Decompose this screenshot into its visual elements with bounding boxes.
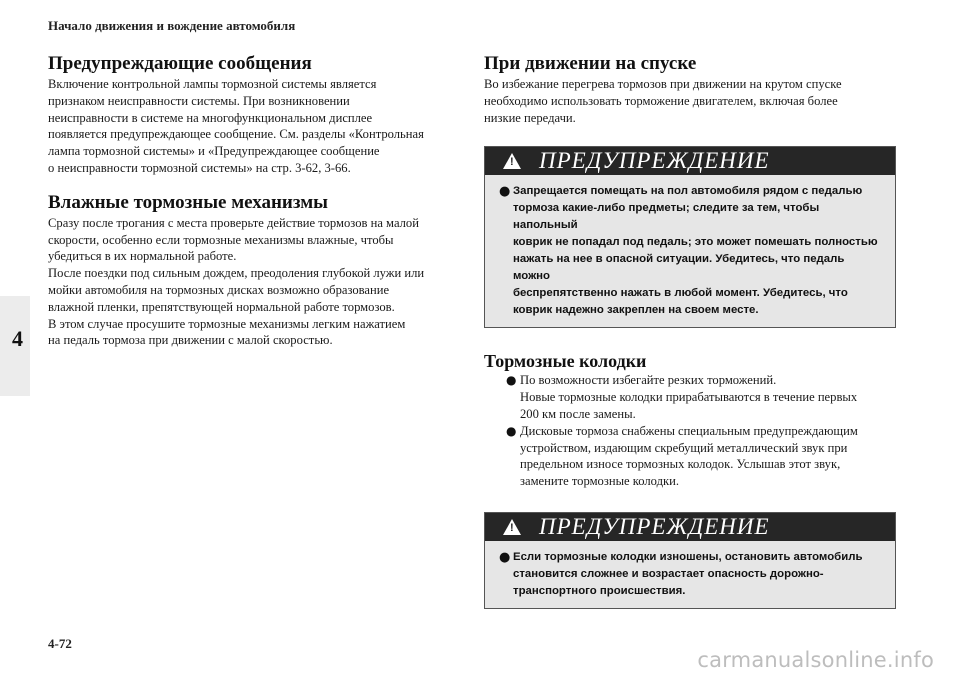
text-line: о неисправности тормозной системы» на стр. 3-62, 3-66. <box>48 160 351 175</box>
warning-header <box>485 147 895 175</box>
text-line: тормоза какие-либо предметы; следите за тем, чтобы напольный <box>513 202 820 232</box>
warning-item <box>499 549 883 600</box>
text-line: предельном износе тормозных колодок. Услышав этот звук, <box>520 457 841 472</box>
chapter-tab <box>0 296 30 396</box>
text-line: на педаль тормоза при движении с малой скоростью. <box>48 333 333 348</box>
text-line: беспрепятственно нажать в любой момент. Убедитесь, что <box>513 287 848 300</box>
text-line: Новые тормозные колодки прирабатываются в течение первых <box>520 390 858 405</box>
list-item <box>484 372 896 422</box>
text-line: становится сложнее и возрастает опасность дорожно- <box>513 567 824 580</box>
section-heading-downhill: При движении на спуске <box>484 53 697 74</box>
text-line: Сразу после трогания с места проверьте действие тормозов на малой <box>48 215 419 230</box>
text-line: После поездки под сильным дождем, преодоления глубокой лужи или <box>48 266 425 281</box>
watermark: carmanualsonline.info <box>697 648 934 672</box>
running-header: Начало движения и вождение автомобиля <box>48 18 296 33</box>
text-line: Если тормозные колодки изношены, остановить автомобиль <box>513 550 863 563</box>
warning-title: ПРЕДУПРЕЖДЕНИЕ <box>539 148 770 174</box>
right-column <box>484 52 896 609</box>
bullet-icon: ● <box>499 549 511 565</box>
warning-text <box>513 183 883 319</box>
text-line: В этом случае просушите тормозные механизмы легким нажатием <box>48 316 406 331</box>
text-line: влажной пленки, препятствующей нормальной работе тормозов. <box>48 299 395 314</box>
text-line: нажать на нее в опасной ситуации. Убедитесь, что педаль можно <box>513 253 845 283</box>
text-line: мойки автомобиля на тормозных дисках возможно образование <box>48 282 390 297</box>
text-line: По возможности избегайте резких торможений. <box>520 373 777 388</box>
warning-triangle-icon <box>503 153 521 169</box>
text-line: неисправности в системе на многофункциональном дисплее <box>48 110 373 125</box>
text-line: признаком неисправности системы. При возникновении <box>48 93 350 108</box>
warning-body <box>485 175 895 327</box>
text-line: коврик надежно закреплен на своем месте. <box>513 304 759 317</box>
warning-triangle-icon <box>503 519 521 535</box>
paragraph-warning-messages <box>48 76 463 177</box>
chapter-number: 4 <box>12 326 23 351</box>
warning-text <box>513 549 862 600</box>
bullet-icon: ● <box>499 184 511 200</box>
text-line: скорости, особенно если тормозные механизмы влажные, чтобы <box>48 232 394 247</box>
text-line: Во избежание перегрева тормозов при движении на крутом спуске <box>484 77 842 91</box>
text-line: транспортного происшествия. <box>513 584 686 597</box>
section-heading-wet-brakes: Влажные тормозные механизмы <box>48 191 329 213</box>
list-item <box>484 423 896 490</box>
text-line: появляется предупреждающее сообщение. См. разделы «Контрольная <box>48 127 424 142</box>
warning-body <box>485 541 895 608</box>
text-line: коврик не попадал под педаль; это может помешать полностью <box>513 236 878 249</box>
text-line: Запрещается помещать на пол автомобиля рядом с педалью <box>513 185 863 198</box>
bullet-icon: ● <box>506 423 517 438</box>
text-line: низкие передачи. <box>484 110 576 125</box>
text-line: Дисковые тормоза снабжены специальным предупреждающим <box>520 423 858 438</box>
list-item-text <box>520 423 858 490</box>
warning-header <box>485 513 895 541</box>
section-heading-warning-messages: Предупреждающие сообщения <box>48 53 312 74</box>
warning-title: ПРЕДУПРЕЖДЕНИЕ <box>539 513 770 539</box>
list-item-text <box>520 372 857 422</box>
text-line: убедиться в их нормальной работе. <box>48 249 237 264</box>
paragraph-downhill <box>484 76 896 126</box>
text-line: лампа тормозной системы» и «Предупреждающее сообщение <box>48 144 380 159</box>
section-heading-brake-pads: Тормозные колодки <box>484 351 647 372</box>
left-column <box>48 52 463 349</box>
warning-box-worn-pads <box>484 512 896 609</box>
text-line: устройством, издающим скребущий металлический звук при <box>520 440 848 455</box>
bullet-icon: ● <box>506 373 517 388</box>
spacer <box>48 177 463 191</box>
paragraph-wet-brakes <box>48 215 463 349</box>
text-line: 200 км после замены. <box>520 406 636 421</box>
text-line: необходимо использовать торможение двигателем, включая более <box>484 93 838 108</box>
text-line: замените тормозные колодки. <box>520 474 680 489</box>
page-number: 4-72 <box>48 636 72 651</box>
text-line: Включение контрольной лампы тормозной системы является <box>48 77 377 91</box>
warning-item <box>499 183 883 319</box>
warning-box-floor-mat <box>484 146 896 328</box>
